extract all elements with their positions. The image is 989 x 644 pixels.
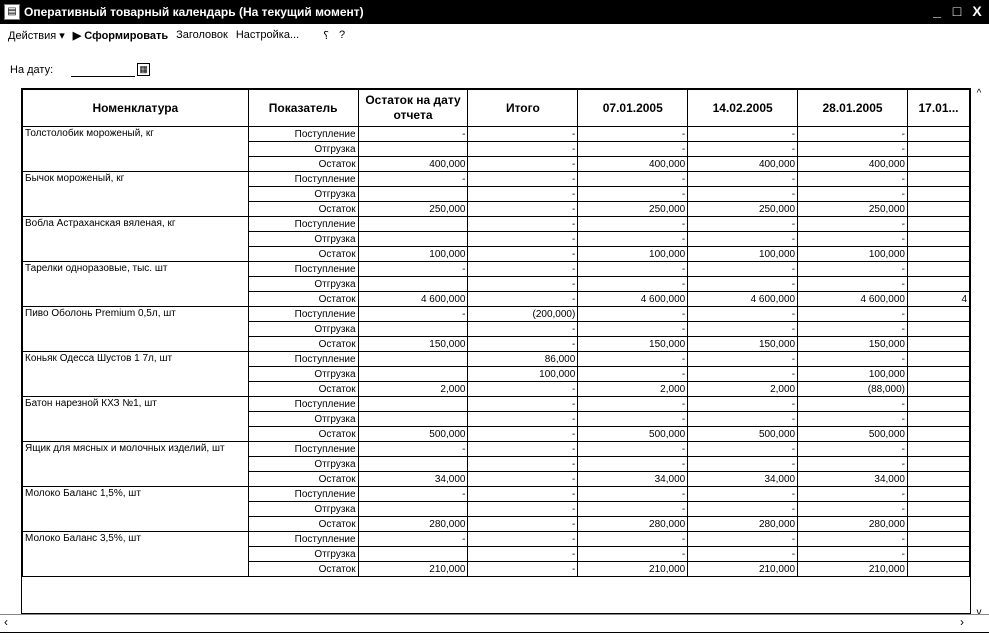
value-cell[interactable] bbox=[907, 277, 969, 292]
value-cell[interactable]: - bbox=[578, 277, 688, 292]
value-cell[interactable]: - bbox=[578, 307, 688, 322]
value-cell[interactable]: - bbox=[578, 232, 688, 247]
value-cell[interactable]: - bbox=[578, 352, 688, 367]
value-cell[interactable]: 400,000 bbox=[688, 157, 798, 172]
value-cell[interactable] bbox=[907, 382, 969, 397]
value-cell[interactable]: - bbox=[688, 397, 798, 412]
indicator-cell[interactable]: Поступление bbox=[248, 532, 358, 547]
indicator-cell[interactable]: Остаток bbox=[248, 427, 358, 442]
indicator-cell[interactable]: Отгрузка bbox=[248, 412, 358, 427]
value-cell[interactable]: - bbox=[578, 217, 688, 232]
value-cell[interactable] bbox=[358, 397, 468, 412]
table-row bbox=[23, 217, 970, 232]
value-cell[interactable]: 400,000 bbox=[798, 157, 908, 172]
value-cell[interactable]: - bbox=[688, 502, 798, 517]
value-cell[interactable]: - bbox=[798, 187, 908, 202]
value-cell[interactable]: - bbox=[798, 412, 908, 427]
window-controls bbox=[929, 3, 985, 19]
indicator-cell[interactable]: Поступление bbox=[248, 172, 358, 187]
toolbar bbox=[0, 26, 989, 44]
value-cell[interactable]: 34,000 bbox=[358, 472, 468, 487]
value-cell[interactable]: 280,000 bbox=[688, 517, 798, 532]
value-cell[interactable]: - bbox=[688, 412, 798, 427]
value-cell[interactable]: 34,000 bbox=[798, 472, 908, 487]
item-name-cell[interactable]: Коньяк Одесса Шустов 1 7л, шт bbox=[23, 352, 249, 397]
value-cell[interactable]: - bbox=[468, 487, 578, 502]
value-cell[interactable]: - bbox=[358, 442, 468, 457]
value-cell[interactable]: 500,000 bbox=[578, 427, 688, 442]
value-cell[interactable]: 100,000 bbox=[688, 247, 798, 262]
value-cell[interactable]: - bbox=[578, 187, 688, 202]
generate-button[interactable]: ▶ Сформировать bbox=[72, 29, 169, 42]
table-row bbox=[23, 307, 970, 322]
value-cell[interactable] bbox=[907, 517, 969, 532]
date-filter bbox=[10, 62, 150, 77]
value-cell[interactable]: 250,000 bbox=[358, 202, 468, 217]
value-cell[interactable]: 34,000 bbox=[688, 472, 798, 487]
value-cell[interactable] bbox=[907, 232, 969, 247]
value-cell[interactable] bbox=[907, 217, 969, 232]
value-cell[interactable]: (200,000) bbox=[468, 307, 578, 322]
value-cell[interactable]: - bbox=[468, 292, 578, 307]
item-name-cell[interactable]: Молоко Баланс 1,5%, шт bbox=[23, 487, 249, 532]
item-name-cell[interactable]: Ящик для мясных и молочных изделий, шт bbox=[23, 442, 249, 487]
value-cell[interactable]: - bbox=[578, 397, 688, 412]
value-cell[interactable] bbox=[907, 247, 969, 262]
value-cell[interactable] bbox=[907, 472, 969, 487]
value-cell[interactable]: - bbox=[578, 172, 688, 187]
value-cell[interactable]: - bbox=[688, 367, 798, 382]
value-cell[interactable] bbox=[358, 352, 468, 367]
column-header[interactable]: Показатель bbox=[248, 90, 358, 127]
value-cell[interactable]: 250,000 bbox=[798, 202, 908, 217]
value-cell[interactable]: - bbox=[578, 502, 688, 517]
title-bar bbox=[0, 0, 989, 24]
value-cell[interactable]: 4 600,000 bbox=[358, 292, 468, 307]
value-cell[interactable] bbox=[907, 442, 969, 457]
value-cell[interactable]: 100,000 bbox=[358, 247, 468, 262]
value-cell[interactable]: - bbox=[798, 127, 908, 142]
value-cell[interactable]: 100,000 bbox=[578, 247, 688, 262]
value-cell[interactable] bbox=[907, 457, 969, 472]
item-name-cell[interactable]: Батон нарезной КХЗ №1, шт bbox=[23, 397, 249, 442]
value-cell[interactable]: - bbox=[468, 412, 578, 427]
table-row bbox=[23, 442, 970, 457]
value-cell[interactable]: 4 600,000 bbox=[688, 292, 798, 307]
value-cell[interactable]: 500,000 bbox=[688, 427, 798, 442]
value-cell[interactable]: 150,000 bbox=[798, 337, 908, 352]
column-header[interactable]: Номенклатура bbox=[23, 90, 249, 127]
minimize-button[interactable]: _ bbox=[933, 3, 941, 19]
vertical-scrollbar[interactable] bbox=[971, 88, 987, 618]
value-cell[interactable]: - bbox=[798, 322, 908, 337]
horizontal-scrollbar[interactable] bbox=[0, 614, 989, 631]
value-cell[interactable]: 150,000 bbox=[688, 337, 798, 352]
value-cell[interactable]: - bbox=[798, 457, 908, 472]
column-header[interactable]: 17.01... bbox=[907, 90, 969, 127]
value-cell[interactable]: (88,000) bbox=[798, 382, 908, 397]
value-cell[interactable]: - bbox=[468, 202, 578, 217]
value-cell[interactable]: - bbox=[688, 307, 798, 322]
indicator-cell[interactable]: Отгрузка bbox=[248, 187, 358, 202]
value-cell[interactable]: - bbox=[578, 487, 688, 502]
value-cell[interactable]: - bbox=[358, 307, 468, 322]
value-cell[interactable]: - bbox=[358, 262, 468, 277]
value-cell[interactable] bbox=[907, 262, 969, 277]
indicator-cell[interactable]: Поступление bbox=[248, 127, 358, 142]
indicator-cell[interactable]: Отгрузка bbox=[248, 367, 358, 382]
value-cell[interactable] bbox=[358, 142, 468, 157]
indicator-cell[interactable]: Отгрузка bbox=[248, 277, 358, 292]
value-cell[interactable]: 150,000 bbox=[358, 337, 468, 352]
indicator-cell[interactable]: Остаток bbox=[248, 247, 358, 262]
header-button[interactable]: Заголовок bbox=[176, 29, 228, 41]
value-cell[interactable]: - bbox=[468, 502, 578, 517]
value-cell[interactable] bbox=[907, 127, 969, 142]
value-cell[interactable]: 210,000 bbox=[688, 562, 798, 577]
value-cell[interactable] bbox=[907, 532, 969, 547]
report-grid bbox=[21, 88, 971, 614]
value-cell[interactable]: - bbox=[358, 127, 468, 142]
value-cell[interactable]: - bbox=[468, 262, 578, 277]
value-cell[interactable]: - bbox=[688, 277, 798, 292]
value-cell[interactable]: - bbox=[688, 352, 798, 367]
value-cell[interactable] bbox=[907, 367, 969, 382]
column-header[interactable]: Итого bbox=[468, 90, 578, 127]
indicator-cell[interactable]: Остаток bbox=[248, 472, 358, 487]
value-cell[interactable]: 280,000 bbox=[798, 517, 908, 532]
value-cell[interactable]: 250,000 bbox=[578, 202, 688, 217]
value-cell[interactable]: - bbox=[798, 217, 908, 232]
value-cell[interactable]: 100,000 bbox=[798, 247, 908, 262]
date-input[interactable] bbox=[71, 62, 135, 77]
value-cell[interactable]: 250,000 bbox=[688, 202, 798, 217]
value-cell[interactable]: - bbox=[468, 382, 578, 397]
value-cell[interactable] bbox=[907, 547, 969, 562]
value-cell[interactable]: - bbox=[468, 472, 578, 487]
table-row bbox=[23, 532, 970, 547]
value-cell[interactable]: - bbox=[468, 277, 578, 292]
value-cell[interactable] bbox=[907, 307, 969, 322]
value-cell[interactable]: - bbox=[468, 157, 578, 172]
value-cell[interactable]: - bbox=[468, 457, 578, 472]
value-cell[interactable]: - bbox=[798, 532, 908, 547]
value-cell[interactable]: - bbox=[688, 532, 798, 547]
value-cell[interactable] bbox=[907, 157, 969, 172]
value-cell[interactable] bbox=[358, 457, 468, 472]
maximize-button[interactable]: □ bbox=[952, 3, 962, 19]
calendar-icon[interactable]: ▦ bbox=[137, 63, 150, 76]
value-cell[interactable] bbox=[907, 502, 969, 517]
value-cell[interactable]: 400,000 bbox=[358, 157, 468, 172]
value-cell[interactable]: - bbox=[688, 262, 798, 277]
value-cell[interactable]: - bbox=[578, 457, 688, 472]
indicator-cell[interactable]: Поступление bbox=[248, 352, 358, 367]
value-cell[interactable] bbox=[358, 217, 468, 232]
value-cell[interactable]: 4 600,000 bbox=[798, 292, 908, 307]
value-cell[interactable] bbox=[907, 397, 969, 412]
value-cell[interactable]: - bbox=[688, 487, 798, 502]
value-cell[interactable]: - bbox=[688, 172, 798, 187]
value-cell[interactable]: - bbox=[468, 517, 578, 532]
indicator-cell[interactable]: Отгрузка bbox=[248, 322, 358, 337]
value-cell[interactable]: 34,000 bbox=[578, 472, 688, 487]
value-cell[interactable]: - bbox=[578, 142, 688, 157]
value-cell[interactable]: 4 600,000 bbox=[578, 292, 688, 307]
value-cell[interactable]: - bbox=[468, 322, 578, 337]
value-cell[interactable] bbox=[907, 142, 969, 157]
value-cell[interactable]: - bbox=[468, 532, 578, 547]
indicator-cell[interactable]: Отгрузка bbox=[248, 502, 358, 517]
value-cell[interactable] bbox=[907, 202, 969, 217]
item-name-cell[interactable]: Молоко Баланс 3,5%, шт bbox=[23, 532, 249, 577]
value-cell[interactable]: - bbox=[468, 562, 578, 577]
value-cell[interactable]: - bbox=[468, 217, 578, 232]
table-row bbox=[23, 397, 970, 412]
value-cell[interactable] bbox=[358, 322, 468, 337]
value-cell[interactable] bbox=[358, 187, 468, 202]
indicator-cell[interactable]: Остаток bbox=[248, 562, 358, 577]
value-cell[interactable]: - bbox=[578, 442, 688, 457]
value-cell[interactable]: - bbox=[358, 172, 468, 187]
value-cell[interactable]: 210,000 bbox=[358, 562, 468, 577]
indicator-cell[interactable]: Отгрузка bbox=[248, 232, 358, 247]
value-cell[interactable] bbox=[907, 172, 969, 187]
item-name-cell[interactable]: Пиво Оболонь Premium 0,5л, шт bbox=[23, 307, 249, 352]
value-cell[interactable]: - bbox=[468, 442, 578, 457]
value-cell[interactable]: 210,000 bbox=[578, 562, 688, 577]
value-cell[interactable]: - bbox=[688, 232, 798, 247]
value-cell[interactable]: 2,000 bbox=[688, 382, 798, 397]
close-button[interactable]: X bbox=[972, 3, 982, 19]
value-cell[interactable]: - bbox=[578, 322, 688, 337]
value-cell[interactable]: 280,000 bbox=[358, 517, 468, 532]
value-cell[interactable]: - bbox=[688, 457, 798, 472]
value-cell[interactable]: - bbox=[468, 337, 578, 352]
value-cell[interactable]: 400,000 bbox=[578, 157, 688, 172]
indicator-cell[interactable]: Поступление bbox=[248, 217, 358, 232]
value-cell[interactable]: - bbox=[798, 397, 908, 412]
value-cell[interactable]: - bbox=[578, 262, 688, 277]
value-cell[interactable] bbox=[358, 547, 468, 562]
help-button[interactable]: ? bbox=[338, 29, 346, 41]
value-cell[interactable]: - bbox=[798, 277, 908, 292]
status-bar bbox=[0, 632, 989, 644]
indicator-cell[interactable]: Остаток bbox=[248, 517, 358, 532]
value-cell[interactable]: - bbox=[468, 547, 578, 562]
table-row bbox=[23, 172, 970, 187]
value-cell[interactable]: - bbox=[358, 487, 468, 502]
column-header[interactable]: 14.02.2005 bbox=[688, 90, 798, 127]
scroll-right-icon[interactable]: › bbox=[960, 615, 964, 629]
value-cell[interactable]: - bbox=[798, 502, 908, 517]
value-cell[interactable]: 150,000 bbox=[578, 337, 688, 352]
value-cell[interactable]: - bbox=[688, 547, 798, 562]
item-name-cell[interactable]: Вобла Астраханская вяленая, кг bbox=[23, 217, 249, 262]
value-cell[interactable]: 100,000 bbox=[798, 367, 908, 382]
table-row bbox=[23, 352, 970, 367]
indicator-cell[interactable]: Остаток bbox=[248, 202, 358, 217]
item-name-cell[interactable]: Бычок мороженый, кг bbox=[23, 172, 249, 217]
value-cell[interactable]: - bbox=[688, 127, 798, 142]
value-cell[interactable]: - bbox=[578, 532, 688, 547]
value-cell[interactable]: - bbox=[468, 247, 578, 262]
value-cell[interactable]: - bbox=[798, 307, 908, 322]
scroll-down-icon[interactable]: v bbox=[976, 607, 982, 618]
header-row bbox=[23, 90, 970, 127]
value-cell[interactable]: - bbox=[358, 532, 468, 547]
value-cell[interactable] bbox=[907, 187, 969, 202]
value-cell[interactable]: - bbox=[798, 262, 908, 277]
value-cell[interactable]: - bbox=[798, 142, 908, 157]
value-cell[interactable]: - bbox=[468, 142, 578, 157]
window-title: Оперативный товарный календарь (На текущий момент) bbox=[24, 5, 364, 19]
value-cell[interactable]: - bbox=[578, 367, 688, 382]
value-cell[interactable] bbox=[907, 337, 969, 352]
indicator-cell[interactable]: Остаток bbox=[248, 157, 358, 172]
value-cell[interactable]: - bbox=[688, 187, 798, 202]
value-cell[interactable] bbox=[358, 232, 468, 247]
value-cell[interactable] bbox=[907, 427, 969, 442]
indicator-cell[interactable]: Остаток bbox=[248, 382, 358, 397]
column-header[interactable]: 07.01.2005 bbox=[578, 90, 688, 127]
value-cell[interactable]: - bbox=[578, 412, 688, 427]
pointer-help-icon[interactable]: ⸮ bbox=[323, 29, 329, 42]
indicator-cell[interactable]: Поступление bbox=[248, 487, 358, 502]
value-cell[interactable] bbox=[358, 502, 468, 517]
value-cell[interactable]: - bbox=[468, 172, 578, 187]
settings-button[interactable]: Настройка... bbox=[235, 29, 300, 41]
value-cell[interactable]: 100,000 bbox=[468, 367, 578, 382]
value-cell[interactable] bbox=[907, 352, 969, 367]
value-cell[interactable]: 4 bbox=[907, 292, 969, 307]
item-name-cell[interactable]: Тарелки одноразовые, тыс. шт bbox=[23, 262, 249, 307]
column-header[interactable]: Остаток на дату отчета bbox=[358, 90, 468, 127]
value-cell[interactable]: 210,000 bbox=[798, 562, 908, 577]
value-cell[interactable] bbox=[907, 412, 969, 427]
indicator-cell[interactable]: Поступление bbox=[248, 262, 358, 277]
table-row bbox=[23, 262, 970, 277]
value-cell[interactable]: - bbox=[798, 352, 908, 367]
value-cell[interactable] bbox=[358, 367, 468, 382]
value-cell[interactable]: - bbox=[468, 127, 578, 142]
column-header[interactable]: 28.01.2005 bbox=[798, 90, 908, 127]
indicator-cell[interactable]: Остаток bbox=[248, 337, 358, 352]
indicator-cell[interactable]: Поступление bbox=[248, 397, 358, 412]
value-cell[interactable]: 2,000 bbox=[578, 382, 688, 397]
value-cell[interactable] bbox=[907, 487, 969, 502]
value-cell[interactable]: - bbox=[688, 142, 798, 157]
value-cell[interactable]: - bbox=[798, 232, 908, 247]
actions-menu[interactable]: Действия ▾ bbox=[8, 29, 65, 42]
value-cell[interactable]: 86,000 bbox=[468, 352, 578, 367]
indicator-cell[interactable]: Отгрузка bbox=[248, 547, 358, 562]
value-cell[interactable]: 500,000 bbox=[798, 427, 908, 442]
table-row bbox=[23, 487, 970, 502]
value-cell[interactable]: 500,000 bbox=[358, 427, 468, 442]
value-cell[interactable]: - bbox=[578, 127, 688, 142]
value-cell[interactable] bbox=[358, 277, 468, 292]
value-cell[interactable]: - bbox=[578, 547, 688, 562]
value-cell[interactable]: - bbox=[468, 427, 578, 442]
value-cell[interactable]: 280,000 bbox=[578, 517, 688, 532]
date-label: На дату: bbox=[10, 63, 54, 76]
table-row bbox=[23, 127, 970, 142]
indicator-cell[interactable]: Поступление bbox=[248, 442, 358, 457]
value-cell[interactable]: - bbox=[688, 217, 798, 232]
value-cell[interactable]: - bbox=[798, 172, 908, 187]
indicator-cell[interactable]: Отгрузка bbox=[248, 142, 358, 157]
value-cell[interactable]: - bbox=[688, 322, 798, 337]
value-cell[interactable]: - bbox=[468, 232, 578, 247]
value-cell[interactable] bbox=[358, 412, 468, 427]
value-cell[interactable] bbox=[907, 562, 969, 577]
item-name-cell[interactable]: Толстолобик мороженый, кг bbox=[23, 127, 249, 172]
report-table bbox=[22, 89, 970, 577]
indicator-cell[interactable]: Отгрузка bbox=[248, 457, 358, 472]
value-cell[interactable]: - bbox=[468, 397, 578, 412]
indicator-cell[interactable]: Поступление bbox=[248, 307, 358, 322]
indicator-cell[interactable]: Остаток bbox=[248, 292, 358, 307]
scroll-left-icon[interactable]: ‹ bbox=[4, 615, 8, 629]
scroll-up-icon[interactable]: ^ bbox=[976, 88, 982, 99]
value-cell[interactable] bbox=[907, 322, 969, 337]
value-cell[interactable]: 2,000 bbox=[358, 382, 468, 397]
value-cell[interactable]: - bbox=[468, 187, 578, 202]
value-cell[interactable]: - bbox=[798, 487, 908, 502]
value-cell[interactable]: - bbox=[688, 442, 798, 457]
value-cell[interactable]: - bbox=[798, 442, 908, 457]
value-cell[interactable]: - bbox=[798, 547, 908, 562]
app-icon: ▤ bbox=[4, 4, 20, 20]
